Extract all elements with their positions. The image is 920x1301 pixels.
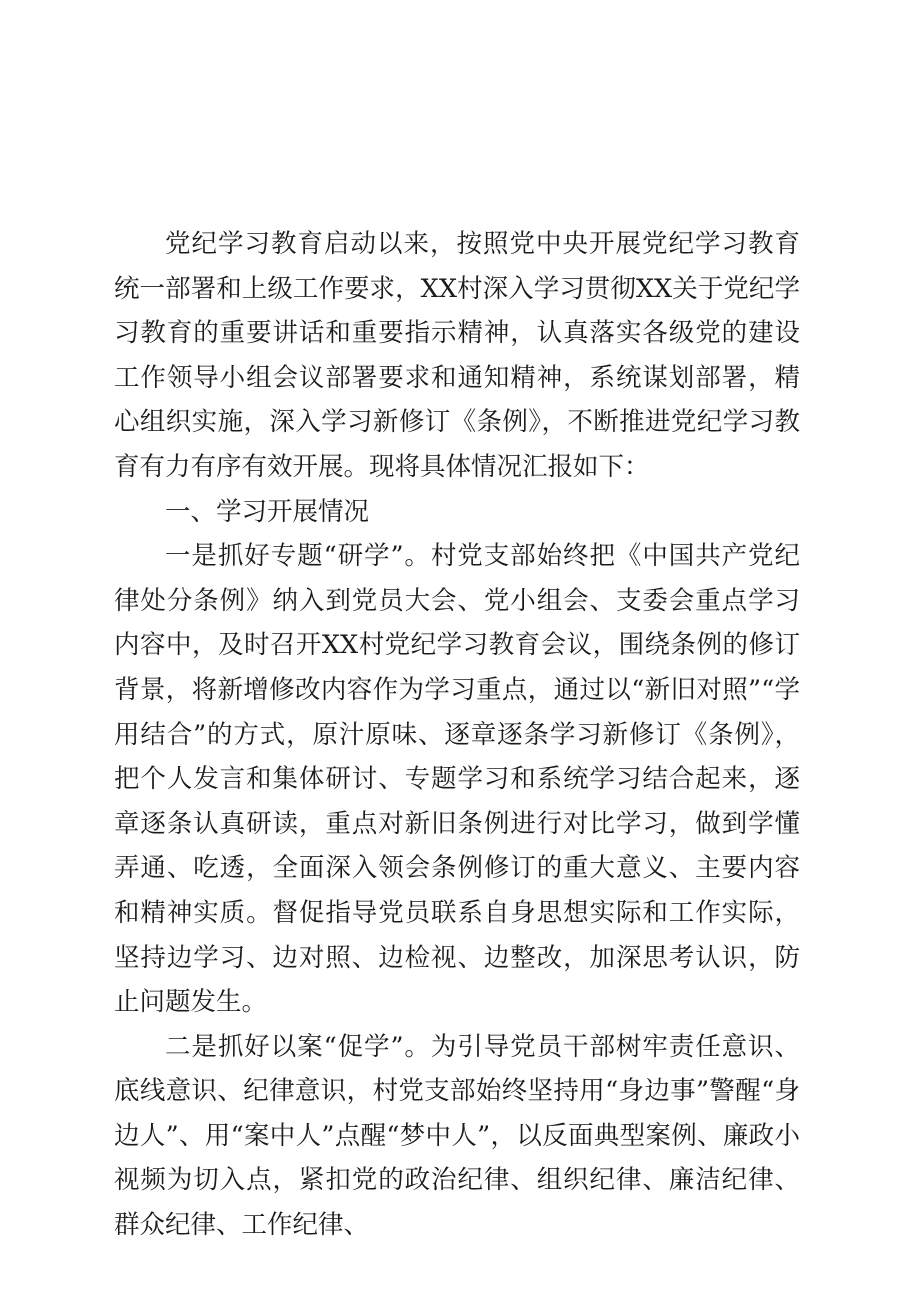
paragraph-case-study: 二是抓好以案“促学”。为引导党员干部树牢责任意识、底线意识、纪律意识，村党支部始终坚持用“身边事”警醒“身边人”、用“案中人”点醒“梦中人”，以反面典型案例、廉政小视频为切入点，紧扣党的政治纪律、组织纪律、廉洁纪律、群众纪律、工作纪律、 xyxy=(114,1031,800,1241)
paragraph-study-topic: 一是抓好专题“研学”。村党支部始终把《中国共产党纪律处分条例》纳入到党员大会、党小组会、支委会重点学习内容中，及时召开XX村党纪学习教育会议，围绕条例的修订背景，将新增修改内容作为学习重点，通过以“新旧对照”“学用结合”的方式，原汁原味、逐章逐条学习新修订《条例》，把个人发言和集体研讨、专题学习和系统学习结合起来，逐章逐条认真研读，重点对新旧条例进行对比学习，做到学懂弄通、吃透，全面深入领会条例修订的重大意义、主要内容和精神实质。督促指导党员联系自身思想实际和工作实际，坚持边学习、边对照、边检视、边整改，加深思考认识，防止问题发生。 xyxy=(114,541,800,1018)
intro-paragraph: 党纪学习教育启动以来，按照党中央开展党纪学习教育统一部署和上级工作要求，XX村深入学习贯彻XX关于党纪学习教育的重要讲话和重要指示精神，认真落实各级党的建设工作领导小组会议部署要求和通知精神，系统谋划部署，精心组织实施，深入学习新修订《条例》，不断推进党纪学习教育有力有序有效开展。现将具体情况汇报如下： xyxy=(114,229,800,482)
section-heading: 一、学习开展情况 xyxy=(165,496,370,527)
document-body xyxy=(114,222,800,1248)
